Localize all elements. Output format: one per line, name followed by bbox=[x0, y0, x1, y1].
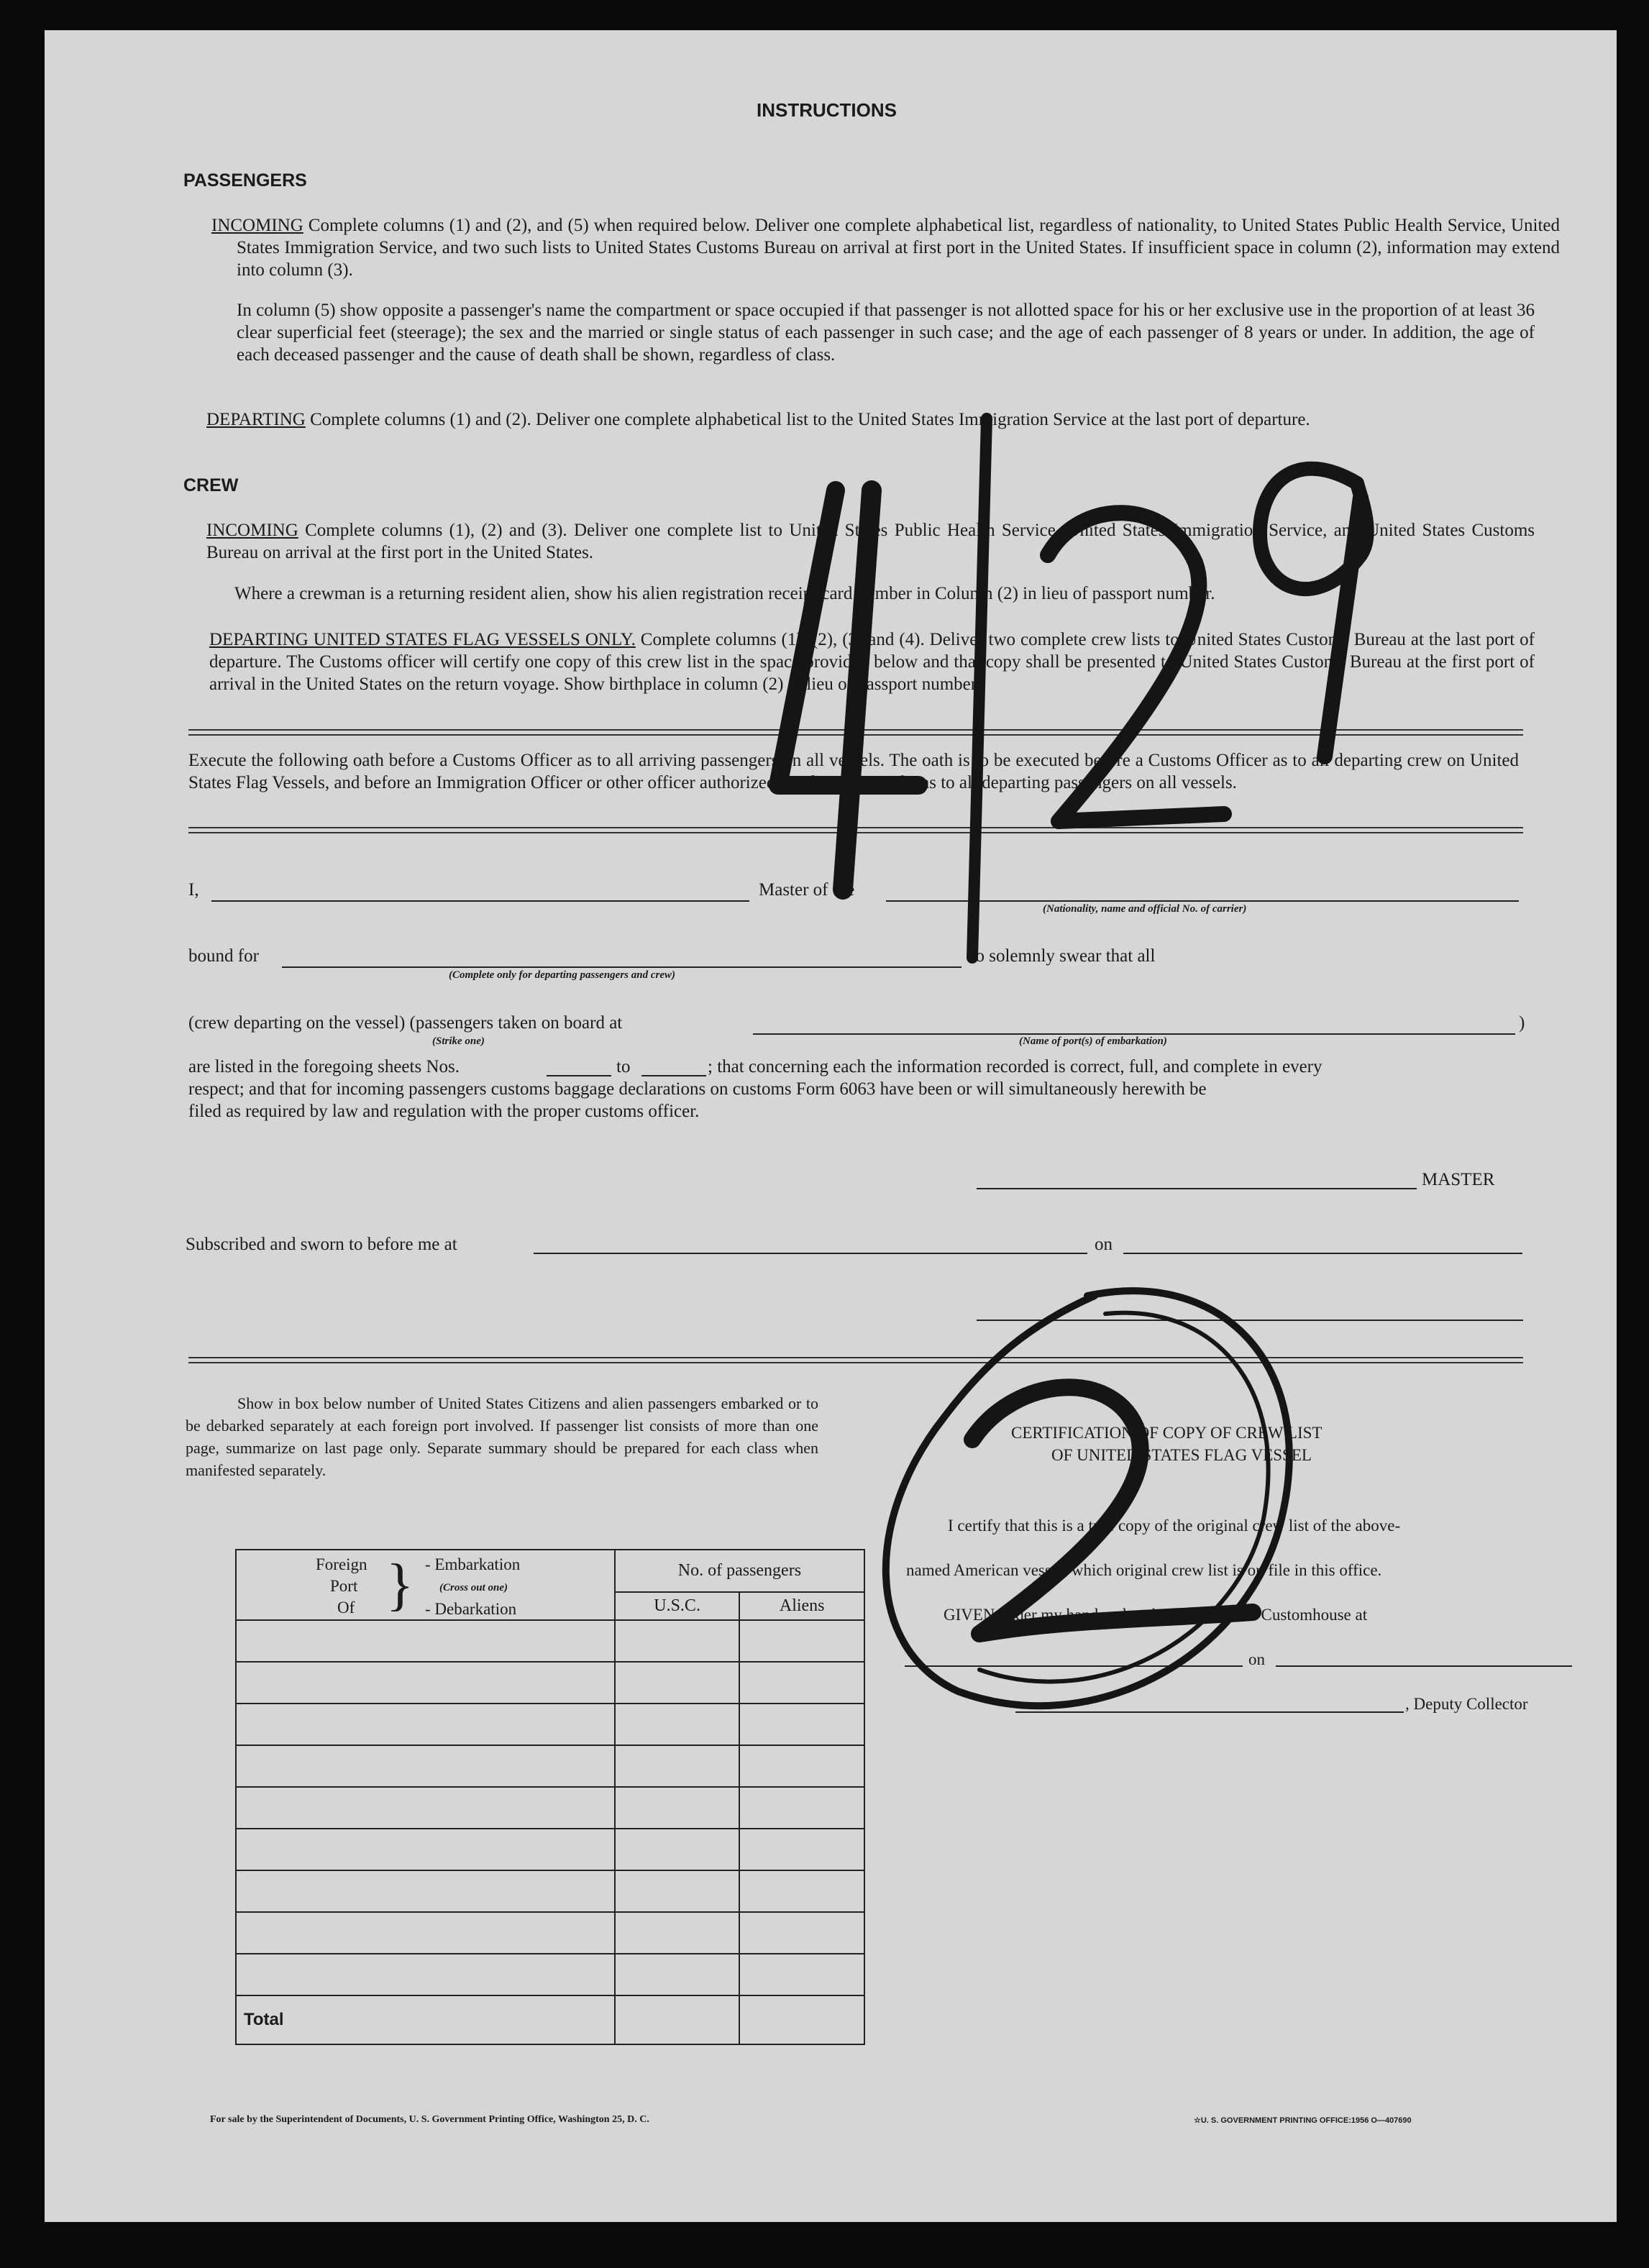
table-row bbox=[236, 1912, 864, 1954]
port-cell[interactable] bbox=[236, 1912, 615, 1954]
brace-icon: } bbox=[386, 1553, 414, 1617]
page-title: INSTRUCTIONS bbox=[757, 99, 897, 121]
master-name-field[interactable] bbox=[211, 900, 749, 902]
aliens-cell[interactable] bbox=[739, 1704, 864, 1745]
port-cell[interactable] bbox=[236, 1954, 615, 1995]
oath-sheets-b: ; that concerning each the information recorded is correct, full, and complete in every bbox=[708, 1057, 1323, 1076]
oath-instruction: Execute the following oath before a Customs Officer as to all arriving passengers on all vessels. The oath is to be executed before a Customs Officer as to all departing crew on United States Flag Vessels, and before an Immigration Officer or other officer authorized to administer oaths as to all departing passengers on all vessels. bbox=[188, 751, 1519, 792]
port-cell[interactable] bbox=[236, 1787, 615, 1829]
oath-sheets-line3: filed as required by law and regulation with the proper customs officer. bbox=[188, 1102, 700, 1121]
aliens-cell[interactable] bbox=[739, 1912, 864, 1954]
oath-bound-for: bound for bbox=[188, 946, 259, 966]
usc-cell[interactable] bbox=[615, 1704, 740, 1745]
master-signature-field[interactable] bbox=[977, 1188, 1417, 1189]
passengers-departing-text: Complete columns (1) and (2). Deliver one complete alphabetical list to the United States Immigration Service at the last port of departure. bbox=[310, 410, 1310, 429]
header-debarkation: - Debarkation bbox=[425, 1600, 517, 1618]
usc-cell[interactable] bbox=[615, 1620, 740, 1662]
crew-departing-label: DEPARTING UNITED STATES FLAG VESSELS ONLY. bbox=[209, 630, 636, 649]
column5-paragraph: In column (5) show opposite a passenger's name the compartment or space occupied if that passenger is not allotted space for his or her exclusive use in the proportion of at least 36 clear superficial feet (steerage); the sex and the married or single status of each passenger in such case; and the age of each passenger of 8 years or under. In addition, the age of each deceased passenger and the cause of death shall be shown, regardless of class. bbox=[237, 301, 1535, 365]
oath-master-of-the: Master of the bbox=[759, 880, 855, 900]
oath-close-paren: ) bbox=[1519, 1013, 1525, 1033]
passengers-heading: PASSENGERS bbox=[183, 170, 307, 191]
port-cell[interactable] bbox=[236, 1620, 615, 1662]
certification-deputy: , Deputy Collector bbox=[1405, 1695, 1528, 1713]
header-port: Port bbox=[330, 1577, 358, 1595]
oath-sheets-line2: respect; and that for incoming passengers customs baggage declarations on customs Form 6063 have been or will simultaneously herewith be bbox=[188, 1079, 1207, 1099]
ports-caption: (Name of port(s) of embarkation) bbox=[1019, 1035, 1167, 1047]
crew-incoming-text: Complete columns (1), (2) and (3). Deliver one complete list to United States Public Health Service, United States Immigration Service, and United States Customs Bureau on arrival at the first port in the United States. bbox=[206, 521, 1535, 562]
usc-cell[interactable] bbox=[615, 1912, 740, 1954]
certification-line-1: I certify that this is a true copy of the original crew list of the above- bbox=[948, 1517, 1401, 1535]
aliens-cell[interactable] bbox=[739, 1662, 864, 1704]
strike-one-caption: (Strike one) bbox=[432, 1035, 485, 1047]
bound-for-caption: (Complete only for departing passengers and crew) bbox=[449, 969, 675, 981]
crew-departing-text: Complete columns (1), (2), (3) and (4). Deliver two complete crew lists to United States Customs Bureau at the last port of departure. The Customs officer will certify one copy of this crew list in the space provided below and that copy shall be presented to United States Customs Bureau at the first port of arrival in the United States on the return voyage. Show birthplace in column (2) in lieu of passport number. bbox=[209, 630, 1535, 694]
nationality-caption: (Nationality, name and official No. of carrier) bbox=[1043, 903, 1247, 915]
sheet-from-field[interactable] bbox=[547, 1075, 611, 1076]
document-sheet bbox=[45, 30, 1617, 2222]
usc-cell[interactable] bbox=[615, 1954, 740, 1995]
usc-cell[interactable] bbox=[615, 1662, 740, 1704]
total-row bbox=[236, 1995, 864, 2044]
no-passengers-header: No. of passengers bbox=[615, 1550, 864, 1592]
oath-crew-passengers: (crew departing on the vessel) (passengers taken on board at bbox=[188, 1013, 623, 1033]
usc-header: U.S.C. bbox=[615, 1592, 740, 1620]
certification-line-3: GIVEN under my hand and seal of office at the Customhouse at bbox=[944, 1606, 1368, 1624]
aliens-cell[interactable] bbox=[739, 1870, 864, 1912]
passengers-incoming-paragraph bbox=[211, 214, 1560, 281]
sheet-to-field[interactable] bbox=[641, 1075, 706, 1076]
passengers-departing-label: DEPARTING bbox=[206, 410, 306, 429]
passenger-summary-table bbox=[235, 1549, 865, 2045]
oath-sheets-a: are listed in the foregoing sheets Nos. bbox=[188, 1057, 460, 1076]
summary-instructions: Show in box below number of United States Citizens and alien passengers embarked or to be debarked separately at each foreign port involved. If passenger list consists of more than one page, summarize on last page only. Separate summary should be prepared for each class when manifested separately. bbox=[186, 1394, 818, 1479]
table-row bbox=[236, 1954, 864, 1995]
port-embarkation-field[interactable] bbox=[753, 1033, 1515, 1035]
port-cell[interactable] bbox=[236, 1704, 615, 1745]
passengers-incoming-text: Complete columns (1) and (2), and (5) when required below. Deliver one complete alphabetical list, regardless of nationality, to United States Public Health Service, United States Immigration Service, and two such lists to United States Customs Bureau on arrival at first port in the United States. If insufficient space in column (2), information may extend into column (3). bbox=[237, 216, 1561, 280]
aliens-cell[interactable] bbox=[739, 1620, 864, 1662]
usc-cell[interactable] bbox=[615, 1870, 740, 1912]
total-label: Total bbox=[236, 1995, 615, 2044]
table-row bbox=[236, 1870, 864, 1912]
subscribed-label: Subscribed and sworn to before me at bbox=[186, 1235, 457, 1254]
table-row bbox=[236, 1620, 864, 1662]
certification-line-2: named American vessel, which original crew list is on file in this office. bbox=[906, 1561, 1382, 1579]
aliens-cell[interactable] bbox=[739, 1787, 864, 1829]
usc-cell[interactable] bbox=[615, 1745, 740, 1787]
aliens-cell[interactable] bbox=[739, 1829, 864, 1870]
sworn-on-label: on bbox=[1095, 1235, 1113, 1254]
table-row bbox=[236, 1829, 864, 1870]
table-row bbox=[236, 1704, 864, 1745]
certification-on: on bbox=[1248, 1650, 1265, 1668]
oath-swear: do solemnly swear that all bbox=[967, 946, 1156, 966]
header-cross-out: (Cross out one) bbox=[439, 1582, 508, 1593]
oath-i-label: I, bbox=[188, 880, 199, 900]
handwritten-circled-number bbox=[850, 1245, 1339, 1763]
handwritten-number-top bbox=[764, 383, 1411, 972]
port-cell[interactable] bbox=[236, 1662, 615, 1704]
passengers-incoming-label: INCOMING bbox=[211, 216, 303, 235]
port-header-cell bbox=[236, 1550, 615, 1620]
crew-incoming-label: INCOMING bbox=[206, 521, 298, 540]
aliens-cell[interactable] bbox=[739, 1954, 864, 1995]
port-cell[interactable] bbox=[236, 1829, 615, 1870]
total-usc-cell[interactable] bbox=[615, 1995, 740, 2044]
port-cell[interactable] bbox=[236, 1870, 615, 1912]
table-row bbox=[236, 1745, 864, 1787]
certification-title-1: CERTIFICATION OF COPY OF CREW LIST bbox=[1011, 1424, 1323, 1442]
usc-cell[interactable] bbox=[615, 1829, 740, 1870]
table-row bbox=[236, 1662, 864, 1704]
aliens-cell[interactable] bbox=[739, 1745, 864, 1787]
master-label: MASTER bbox=[1422, 1170, 1495, 1189]
total-aliens-cell[interactable] bbox=[739, 1995, 864, 2044]
table-row bbox=[236, 1787, 864, 1829]
aliens-header: Aliens bbox=[739, 1592, 864, 1620]
certification-title-2: OF UNITED STATES FLAG VESSEL bbox=[1051, 1446, 1312, 1464]
header-embarkation: - Embarkation bbox=[425, 1555, 521, 1573]
crew-heading: CREW bbox=[183, 475, 239, 495]
footer-right: ☆U. S. GOVERNMENT PRINTING OFFICE:1956 O—407690 bbox=[1194, 2116, 1412, 2125]
crew-resident-paragraph: Where a crewman is a returning resident alien, show his alien registration receipt card number in Column (2) in lieu of passport number. bbox=[234, 584, 1215, 603]
usc-cell[interactable] bbox=[615, 1787, 740, 1829]
header-of: Of bbox=[337, 1599, 355, 1617]
header-foreign: Foreign bbox=[316, 1555, 367, 1573]
footer-left: For sale by the Superintendent of Documents, U. S. Government Printing Office, Washington 25, D. C. bbox=[210, 2114, 649, 2125]
oath-sheets-to: to bbox=[616, 1057, 631, 1076]
port-cell[interactable] bbox=[236, 1745, 615, 1787]
